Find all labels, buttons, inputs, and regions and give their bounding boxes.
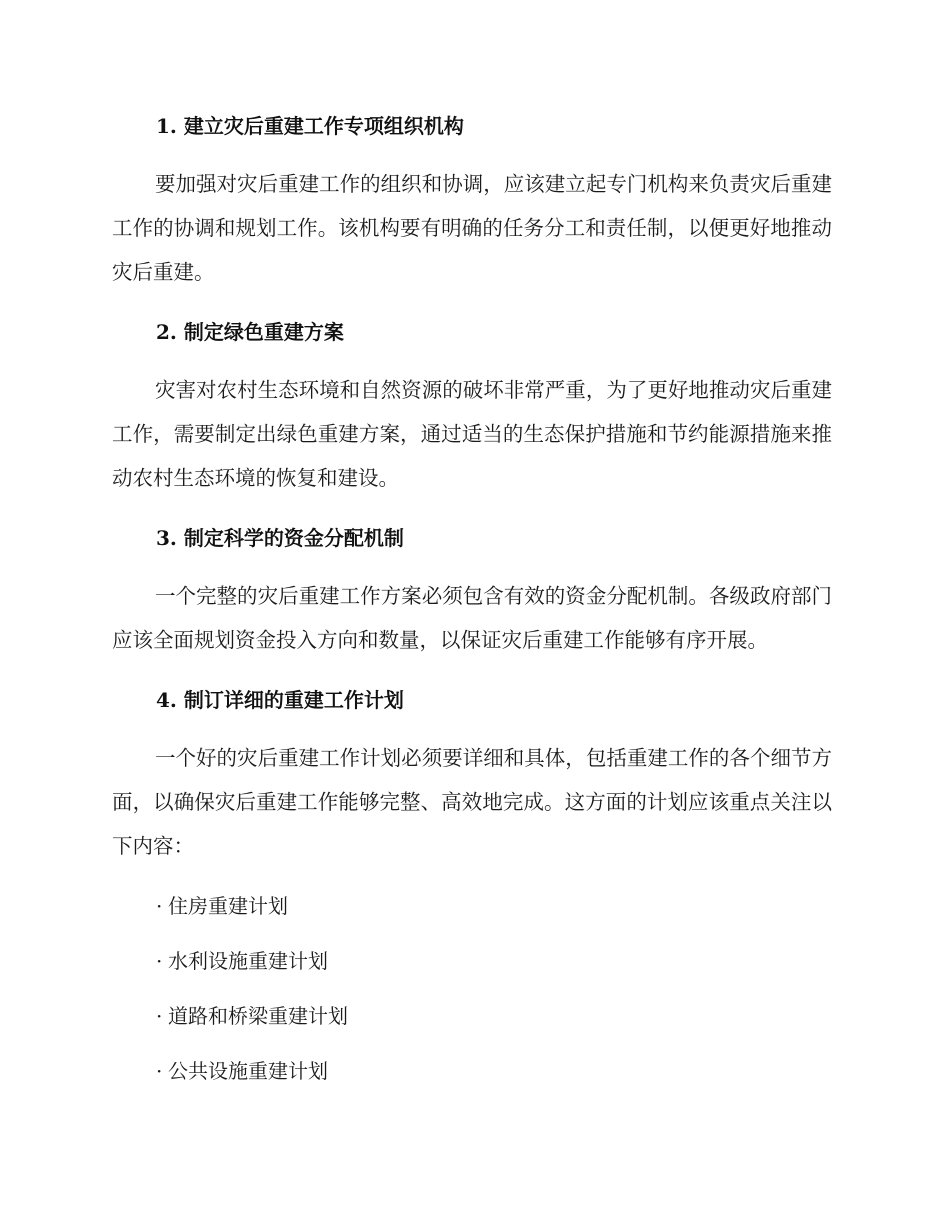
- list-item: [112, 1053, 832, 1089]
- section-3-heading: 3. 制定科学的资金分配机制: [156, 526, 404, 550]
- list-item-text: 水利设施重建计划: [168, 949, 328, 973]
- list-item-text: 住房重建计划: [168, 894, 288, 918]
- bullet-marker: ·: [156, 894, 163, 918]
- bullet-marker: ·: [156, 1059, 163, 1083]
- list-item-text: 公共设施重建计划: [168, 1059, 328, 1083]
- plan-list: [112, 888, 832, 1089]
- list-item: [112, 943, 832, 979]
- section-1-paragraph: 要加强对灾后重建工作的组织和协调，应该建立起专门机构来负责灾后重建工作的协调和规划工作。该机构要有明确的任务分工和责任制，以便更好地推动灾后重建。: [112, 172, 832, 284]
- list-item: [112, 998, 832, 1034]
- section-1-heading: 1. 建立灾后重建工作专项组织机构: [156, 114, 464, 138]
- section-4-heading: 4. 制订详细的重建工作计划: [156, 688, 404, 712]
- section-2-paragraph: 灾害对农村生态环境和自然资源的破坏非常严重，为了更好地推动灾后重建工作，需要制定出绿色重建方案，通过适当的生态保护措施和节约能源措施来推动农村生态环境的恢复和建设。: [112, 378, 832, 490]
- section-3-paragraph: 一个完整的灾后重建工作方案必须包含有效的资金分配机制。各级政府部门应该全面规划资金投入方向和数量，以保证灾后重建工作能够有序开展。: [112, 584, 832, 652]
- bullet-marker: ·: [156, 1004, 163, 1028]
- list-item-text: 道路和桥梁重建计划: [168, 1004, 348, 1028]
- list-item: [112, 888, 832, 924]
- document-page: [112, 108, 832, 1108]
- section-4-paragraph: 一个好的灾后重建工作计划必须要详细和具体，包括重建工作的各个细节方面，以确保灾后重建工作能够完整、高效地完成。这方面的计划应该重点关注以下内容：: [112, 746, 832, 858]
- bullet-marker: ·: [156, 949, 163, 973]
- section-2-heading: 2. 制定绿色重建方案: [156, 320, 344, 344]
